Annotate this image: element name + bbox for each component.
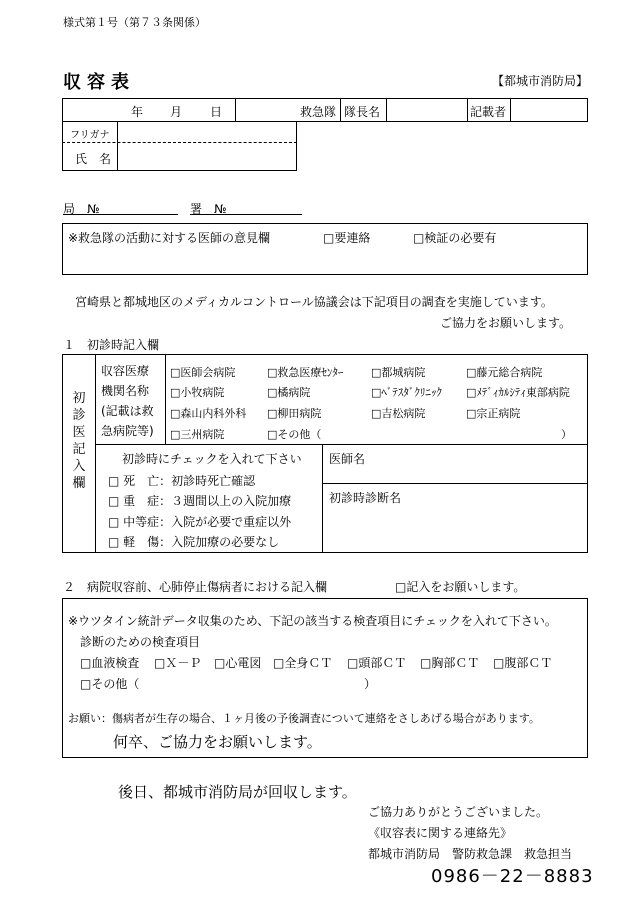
contact-phone: 0986－22－8883: [431, 866, 594, 887]
year-label: 年: [131, 105, 144, 119]
org-name: 【都城市消防局】: [492, 74, 589, 88]
hospital-sanshu[interactable]: □三州病院: [170, 428, 225, 441]
sho-no-label: 署 №: [190, 202, 227, 216]
notice-line-2: ご協力をお願いします。: [440, 316, 572, 330]
month-label: 月: [170, 105, 183, 119]
utstein-note: ※ウツタイン統計データ収集のため、下記の該当する検査項目にチェックを入れて下さい。: [68, 614, 557, 628]
hospital-miyakonojo[interactable]: □都城病院: [371, 366, 426, 379]
contact-title: 《収容表に関する連絡先》: [368, 826, 513, 840]
form-reference: 様式第１号（第７３条関係）: [63, 16, 206, 29]
hospital-other-close: ）: [561, 428, 572, 441]
opinion-label: ※救急隊の活動に対する医師の意見欄: [68, 231, 271, 245]
exam-blood[interactable]: □血液検査: [80, 656, 140, 670]
hospital-fujimoto[interactable]: □藤元総合病院: [466, 366, 543, 379]
exam-xp[interactable]: □Ｘ－Ｐ: [154, 656, 202, 670]
name-label: 氏 名: [75, 152, 112, 166]
hospital-yoshimatsu[interactable]: □吉松病院: [371, 407, 426, 420]
exam-other-close: ）: [364, 677, 377, 691]
page-title: 収容表: [63, 72, 135, 93]
hospital-medical-city[interactable]: □ﾒﾃﾞｨｶﾙｼﾃｨ東部病院: [466, 386, 570, 399]
exam-head-ct[interactable]: □頭部ＣＴ: [347, 656, 407, 670]
exam-abdomen-ct[interactable]: □腹部ＣＴ: [493, 656, 553, 670]
hospital-komaki[interactable]: □小牧病院: [170, 386, 225, 399]
contact-org: 都城市消防局 警防救急課 救急担当: [368, 847, 573, 861]
hospital-moriyama[interactable]: □森山内科外科: [170, 407, 247, 420]
severity-mild[interactable]: □ 軽 傷：入院加療の必要なし: [108, 535, 280, 549]
day-label: 日: [210, 105, 223, 119]
cooperation-request: 何卒、ご協力をお願いします。: [113, 733, 322, 751]
exam-heading: 診断のための検査項目: [80, 635, 201, 649]
section1-title: １ 初診時記入欄: [63, 338, 160, 352]
furigana-label: フリガナ: [70, 130, 110, 141]
recorder-label: 記載者: [470, 105, 507, 119]
hospital-kyukyu-center[interactable]: □救急医療ｾﾝﾀｰ: [267, 366, 344, 379]
exam-other[interactable]: □その他（: [80, 677, 140, 691]
captain-label: 隊長名: [344, 105, 381, 119]
hospital-ishikai[interactable]: □医師会病院: [170, 366, 236, 379]
thanks-message: ご協力ありがとうございました。: [368, 805, 549, 819]
hospital-bethesda[interactable]: □ﾍﾞﾃｽﾀﾞｸﾘﾆｯｸ: [371, 386, 442, 399]
hospital-label: 収容医療 機関名称 (記載は救 急病院等): [101, 364, 154, 438]
contact-required-checkbox[interactable]: □要連絡: [323, 231, 371, 245]
hospital-tachibana[interactable]: □橘病院: [267, 386, 311, 399]
check-header: 初診時にチェックを入れて下さい: [122, 452, 302, 466]
exam-whole-ct[interactable]: □全身ＣＴ: [273, 656, 333, 670]
section2-request-checkbox[interactable]: □記入をお願いします。: [395, 580, 526, 594]
severity-death[interactable]: □ 死 亡：初診時死亡確認: [108, 474, 256, 488]
section2-title: ２ 病院収容前、心肺停止傷病者における記入欄: [63, 580, 328, 594]
exam-ecg[interactable]: □心電図: [214, 656, 262, 670]
hospital-yanagida[interactable]: □柳田病院: [267, 407, 322, 420]
exam-chest-ct[interactable]: □胸部ＣＴ: [420, 656, 480, 670]
verification-required-checkbox[interactable]: □検証の必要有: [413, 231, 497, 245]
severity-moderate[interactable]: □ 中等症：入院が必要で重症以外: [108, 515, 292, 529]
severity-severe[interactable]: □ 重 症：３週間以上の入院加療: [108, 494, 292, 508]
section1-side-label: 初 診 医 記 入 欄: [72, 391, 86, 491]
doctor-name-label: 医師名: [329, 452, 366, 466]
team-label: 救急隊: [300, 105, 337, 119]
collection-note: 後日、都城市消防局が回収します。: [118, 783, 357, 801]
followup-note: お願い：傷病者が生存の場合、１ヶ月後の予後調査について連絡をさしあげる場合があります。: [68, 712, 540, 725]
hospital-munemasa[interactable]: □宗正病院: [466, 407, 521, 420]
notice-line-1: 宮崎県と都城地区のメディカルコントロール協議会は下記項目の調査を実施しています。: [75, 295, 553, 309]
hospital-other[interactable]: □その他（: [267, 428, 322, 441]
kyoku-no-label: 局 №: [63, 202, 100, 216]
diagnosis-label: 初診時診断名: [329, 491, 402, 505]
